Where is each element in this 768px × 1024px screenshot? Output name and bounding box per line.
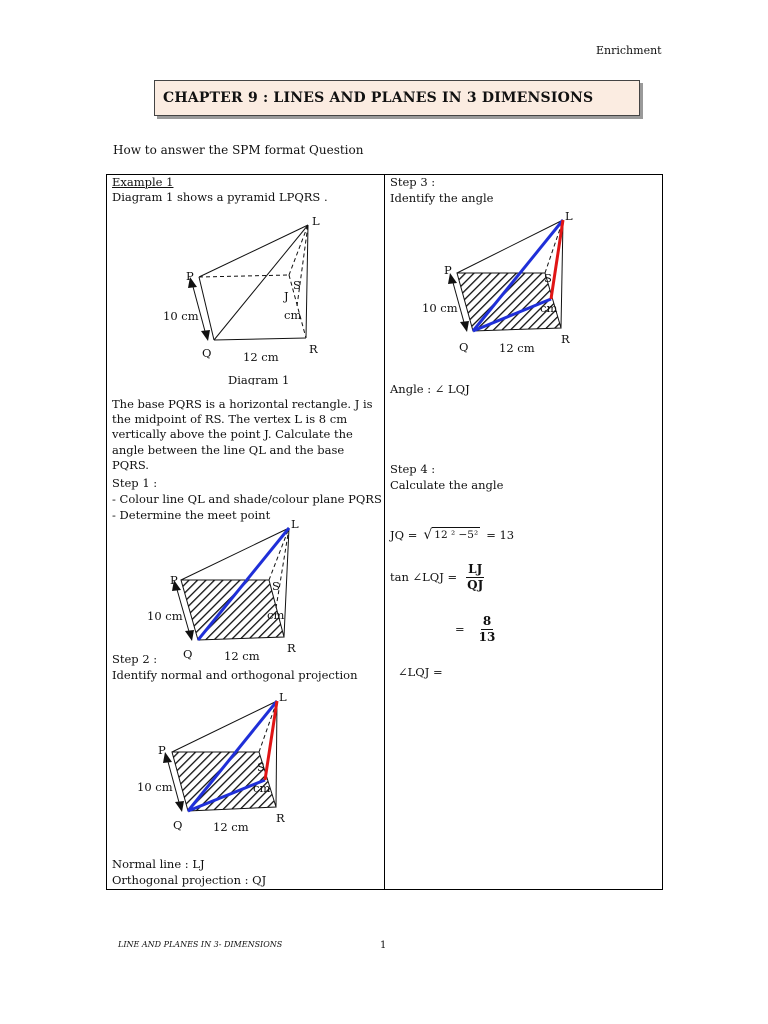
jq-result: = 13 — [486, 527, 515, 542]
diagram-step3 — [385, 200, 663, 360]
example-desc: Diagram 1 shows a pyramid LPQRS . — [112, 190, 328, 204]
label-height: cm — [284, 308, 302, 322]
page-number: 1 — [380, 940, 387, 951]
tan-denominator: QJ — [467, 578, 484, 592]
fraction-equation — [455, 614, 497, 645]
label-Q: Q — [183, 647, 193, 661]
label-Q: Q — [202, 346, 212, 360]
step1-line2: - Determine the meet point — [112, 508, 271, 522]
result-line: ∠LQJ = — [398, 665, 443, 679]
label-S: S — [257, 760, 265, 774]
step4-desc: Calculate the angle — [390, 478, 504, 492]
radical-icon: √ — [423, 526, 433, 543]
label-height: cm — [540, 301, 558, 315]
value-denominator: 13 — [478, 630, 496, 644]
jq-equation — [390, 527, 514, 543]
example-label — [112, 175, 173, 190]
label-Q: Q — [459, 340, 469, 354]
step3-desc: Identify the angle — [390, 191, 494, 205]
header-enrichment: Enrichment — [596, 44, 662, 57]
label-L: L — [291, 518, 299, 531]
label-P: P — [444, 263, 452, 277]
label-base: 12 cm — [499, 341, 535, 355]
tan-numerator: LJ — [468, 562, 483, 576]
label-S: S — [272, 579, 280, 593]
jq-label: JQ = — [390, 527, 418, 542]
intro-text: How to answer the SPM format Question — [113, 143, 364, 157]
equals-sign: = — [455, 622, 465, 636]
label-base: 12 cm — [243, 350, 279, 364]
jq-radicand: 12 ² −5² — [434, 529, 479, 541]
label-S: S — [293, 278, 301, 292]
step2-label: Step 2 : — [112, 652, 158, 666]
orthogonal-text: Orthogonal projection : QJ — [112, 873, 267, 887]
value-numerator: 8 — [482, 614, 492, 628]
label-R: R — [287, 641, 296, 655]
step1-line1: - Colour line QL and shade/colour plane PQRS — [112, 492, 382, 506]
value-fraction — [477, 614, 498, 645]
label-S: S — [544, 271, 552, 285]
diagram-1 — [106, 205, 384, 385]
footer-chapter: LINE AND PLANES IN 3- DIMENSIONS — [118, 940, 283, 949]
diagram-step1 — [106, 518, 384, 668]
angle-text: Angle : ∠ LQJ — [390, 382, 470, 396]
label-base: 12 cm — [224, 649, 260, 663]
label-side: 10 cm — [422, 301, 458, 315]
label-Q: Q — [173, 818, 183, 832]
label-height: cm — [253, 781, 271, 795]
tan-equation — [390, 562, 485, 593]
label-side: 10 cm — [147, 609, 183, 623]
label-R: R — [276, 811, 285, 825]
label-P: P — [170, 573, 178, 587]
step4-label: Step 4 : — [390, 462, 436, 476]
label-side: 10 cm — [137, 780, 173, 794]
chapter-title — [154, 80, 640, 116]
label-P: P — [158, 743, 166, 757]
label-R: R — [309, 342, 318, 356]
label-L: L — [565, 209, 573, 223]
label-base: 12 cm — [213, 820, 249, 834]
tan-label: tan ∠LQJ = — [390, 570, 458, 584]
chapter-title-text: CHAPTER 9 : LINES AND PLANES IN 3 DIMENSIONS — [163, 90, 594, 106]
label-height: cm — [267, 608, 285, 622]
problem-text: The base PQRS is a horizontal rectangle. J is the midpoint of RS. The vertex L is 8 cm vertically above the point J. Calculate the angle between the line QL and the base PQRS. — [112, 397, 373, 472]
example-label-text: Example 1 — [112, 175, 174, 189]
step2-desc: Identify normal and orthogonal projection — [112, 668, 358, 682]
step3-label: Step 3 : — [390, 175, 436, 189]
pyramid-edges — [199, 225, 308, 340]
diagram-caption: Diagram 1 — [228, 373, 290, 385]
label-side: 10 cm — [163, 309, 199, 323]
label-P: P — [186, 269, 194, 283]
label-L: L — [312, 214, 320, 228]
tan-fraction — [465, 562, 485, 593]
label-J: J — [284, 289, 289, 303]
normal-line-text: Normal line : LJ — [112, 857, 205, 871]
sqrt-symbol — [423, 527, 480, 543]
step1-label: Step 1 : — [112, 476, 158, 490]
label-L: L — [279, 690, 287, 704]
label-R: R — [561, 332, 570, 346]
diagram-step2 — [106, 688, 384, 838]
